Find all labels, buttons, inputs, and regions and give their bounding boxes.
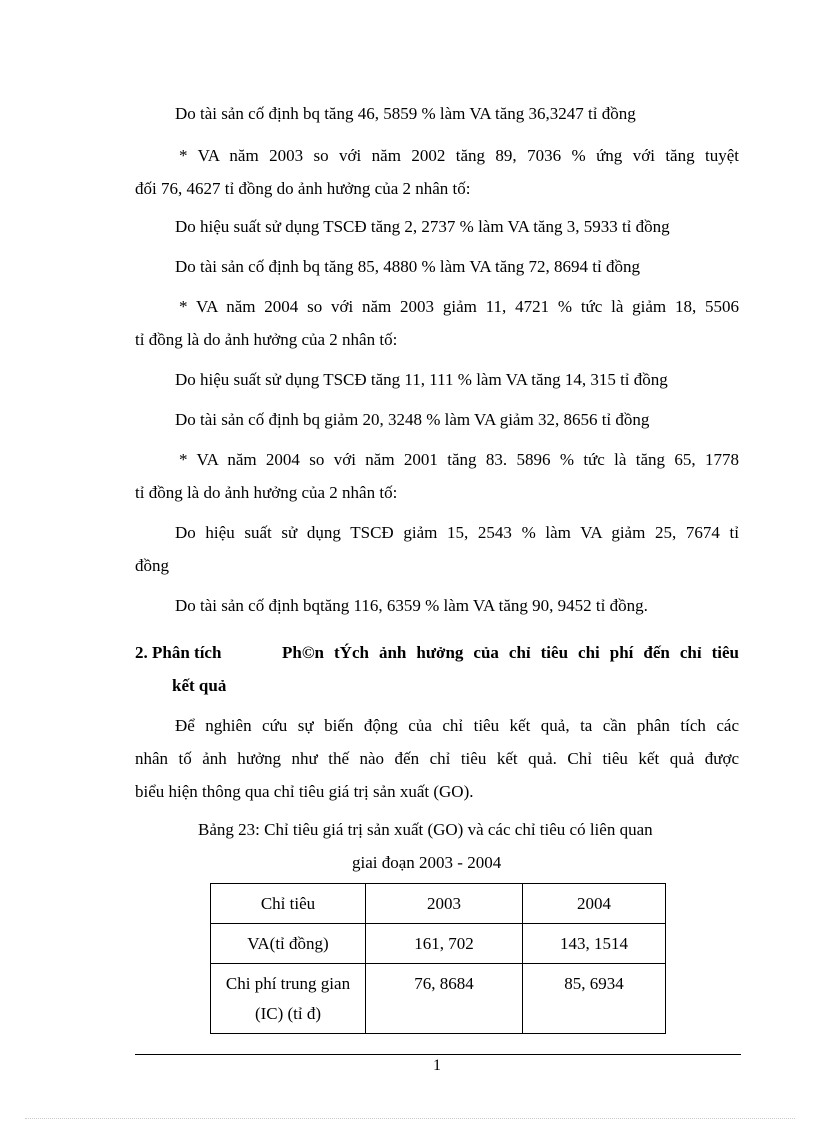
- intro-line3: biểu hiện thông qua chỉ tiêu giá trị sản xuất (GO).: [135, 782, 474, 801]
- intro-line2: nhân tố ảnh hưởng như thế nào đến chỉ tiêu kết quả. Chỉ tiêu kết quả được: [135, 749, 739, 768]
- table-header-cell: 2003: [366, 884, 523, 924]
- paragraph-p2-line1: * VA năm 2003 so với năm 2002 tăng 89, 7036 % ứng với tăng tuyệt: [179, 146, 739, 165]
- table-caption-line2: giai đoạn 2003 - 2004: [352, 853, 502, 872]
- section-title-line2: kết quả: [172, 676, 227, 695]
- paragraph-p5-line2: tỉ đồng là do ảnh hưởng của 2 nhân tố:: [135, 330, 398, 349]
- page-number: 1: [433, 1057, 441, 1074]
- table-caption-line1: Bảng 23: Chỉ tiêu giá trị sản xuất (GO) và các chỉ tiêu có liên quan: [198, 820, 653, 839]
- paragraph-p8-line1: * VA năm 2004 so với năm 2001 tăng 83. 5896 % tức là tăng 65, 1778: [179, 450, 739, 469]
- table-header-cell: 2004: [523, 884, 666, 924]
- table-cell-value: 161, 702: [366, 924, 523, 964]
- paragraph-p3: Do hiệu suất sử dụng TSCĐ tăng 2, 2737 % làm VA tăng 3, 5933 tỉ đồng: [175, 217, 670, 236]
- paragraph-p10: Do tài sản cố định bqtăng 116, 6359 % làm VA tăng 90, 9452 tỉ đồng.: [175, 596, 648, 615]
- table-cell-label: VA(tỉ đồng): [211, 924, 366, 964]
- table-cell-label: Chi phí trung gian (IC) (tỉ đ): [211, 964, 366, 1034]
- section-number: 2. Phân tích: [135, 643, 222, 662]
- table-cell-value: 143, 1514: [523, 924, 666, 964]
- page-bottom-dotted-edge: [25, 1118, 795, 1119]
- footer-divider: [135, 1054, 741, 1055]
- table-header-row: [211, 884, 666, 924]
- paragraph-p5-line1: * VA năm 2004 so với năm 2003 giảm 11, 4721 % tức là giảm 18, 5506: [179, 297, 739, 316]
- table-row: [211, 964, 666, 1034]
- paragraph-p9-line2: đồng: [135, 556, 169, 575]
- intro-line1: Để nghiên cứu sự biến động của chỉ tiêu kết quả, ta cần phân tích các: [175, 716, 739, 735]
- table-row: [211, 924, 666, 964]
- paragraph-p7: Do tài sản cố định bq giảm 20, 3248 % làm VA giảm 32, 8656 tỉ đồng: [175, 410, 650, 429]
- paragraph-p2-line2: đối 76, 4627 tỉ đồng do ảnh hưởng của 2 nhân tố:: [135, 179, 471, 198]
- table-cell-value: 85, 6934: [523, 964, 666, 1034]
- section-title-line1: Ph©n tÝch ảnh hưởng của chỉ tiêu chi phí đến chỉ tiêu: [282, 643, 739, 662]
- table-header-cell: Chỉ tiêu: [211, 884, 366, 924]
- data-table: [210, 883, 666, 1034]
- paragraph-p8-line2: tỉ đồng là do ảnh hưởng của 2 nhân tố:: [135, 483, 398, 502]
- paragraph-p6: Do hiệu suất sử dụng TSCĐ tăng 11, 111 % làm VA tăng 14, 315 tỉ đồng: [175, 370, 668, 389]
- paragraph-p1: Do tài sản cố định bq tăng 46, 5859 % làm VA tăng 36,3247 tỉ đồng: [175, 104, 636, 123]
- paragraph-p9-line1: Do hiệu suất sử dụng TSCĐ giảm 15, 2543 % làm VA giảm 25, 7674 tỉ: [175, 523, 739, 542]
- table-cell-value: 76, 8684: [366, 964, 523, 1034]
- paragraph-p4: Do tài sản cố định bq tăng 85, 4880 % làm VA tăng 72, 8694 tỉ đồng: [175, 257, 640, 276]
